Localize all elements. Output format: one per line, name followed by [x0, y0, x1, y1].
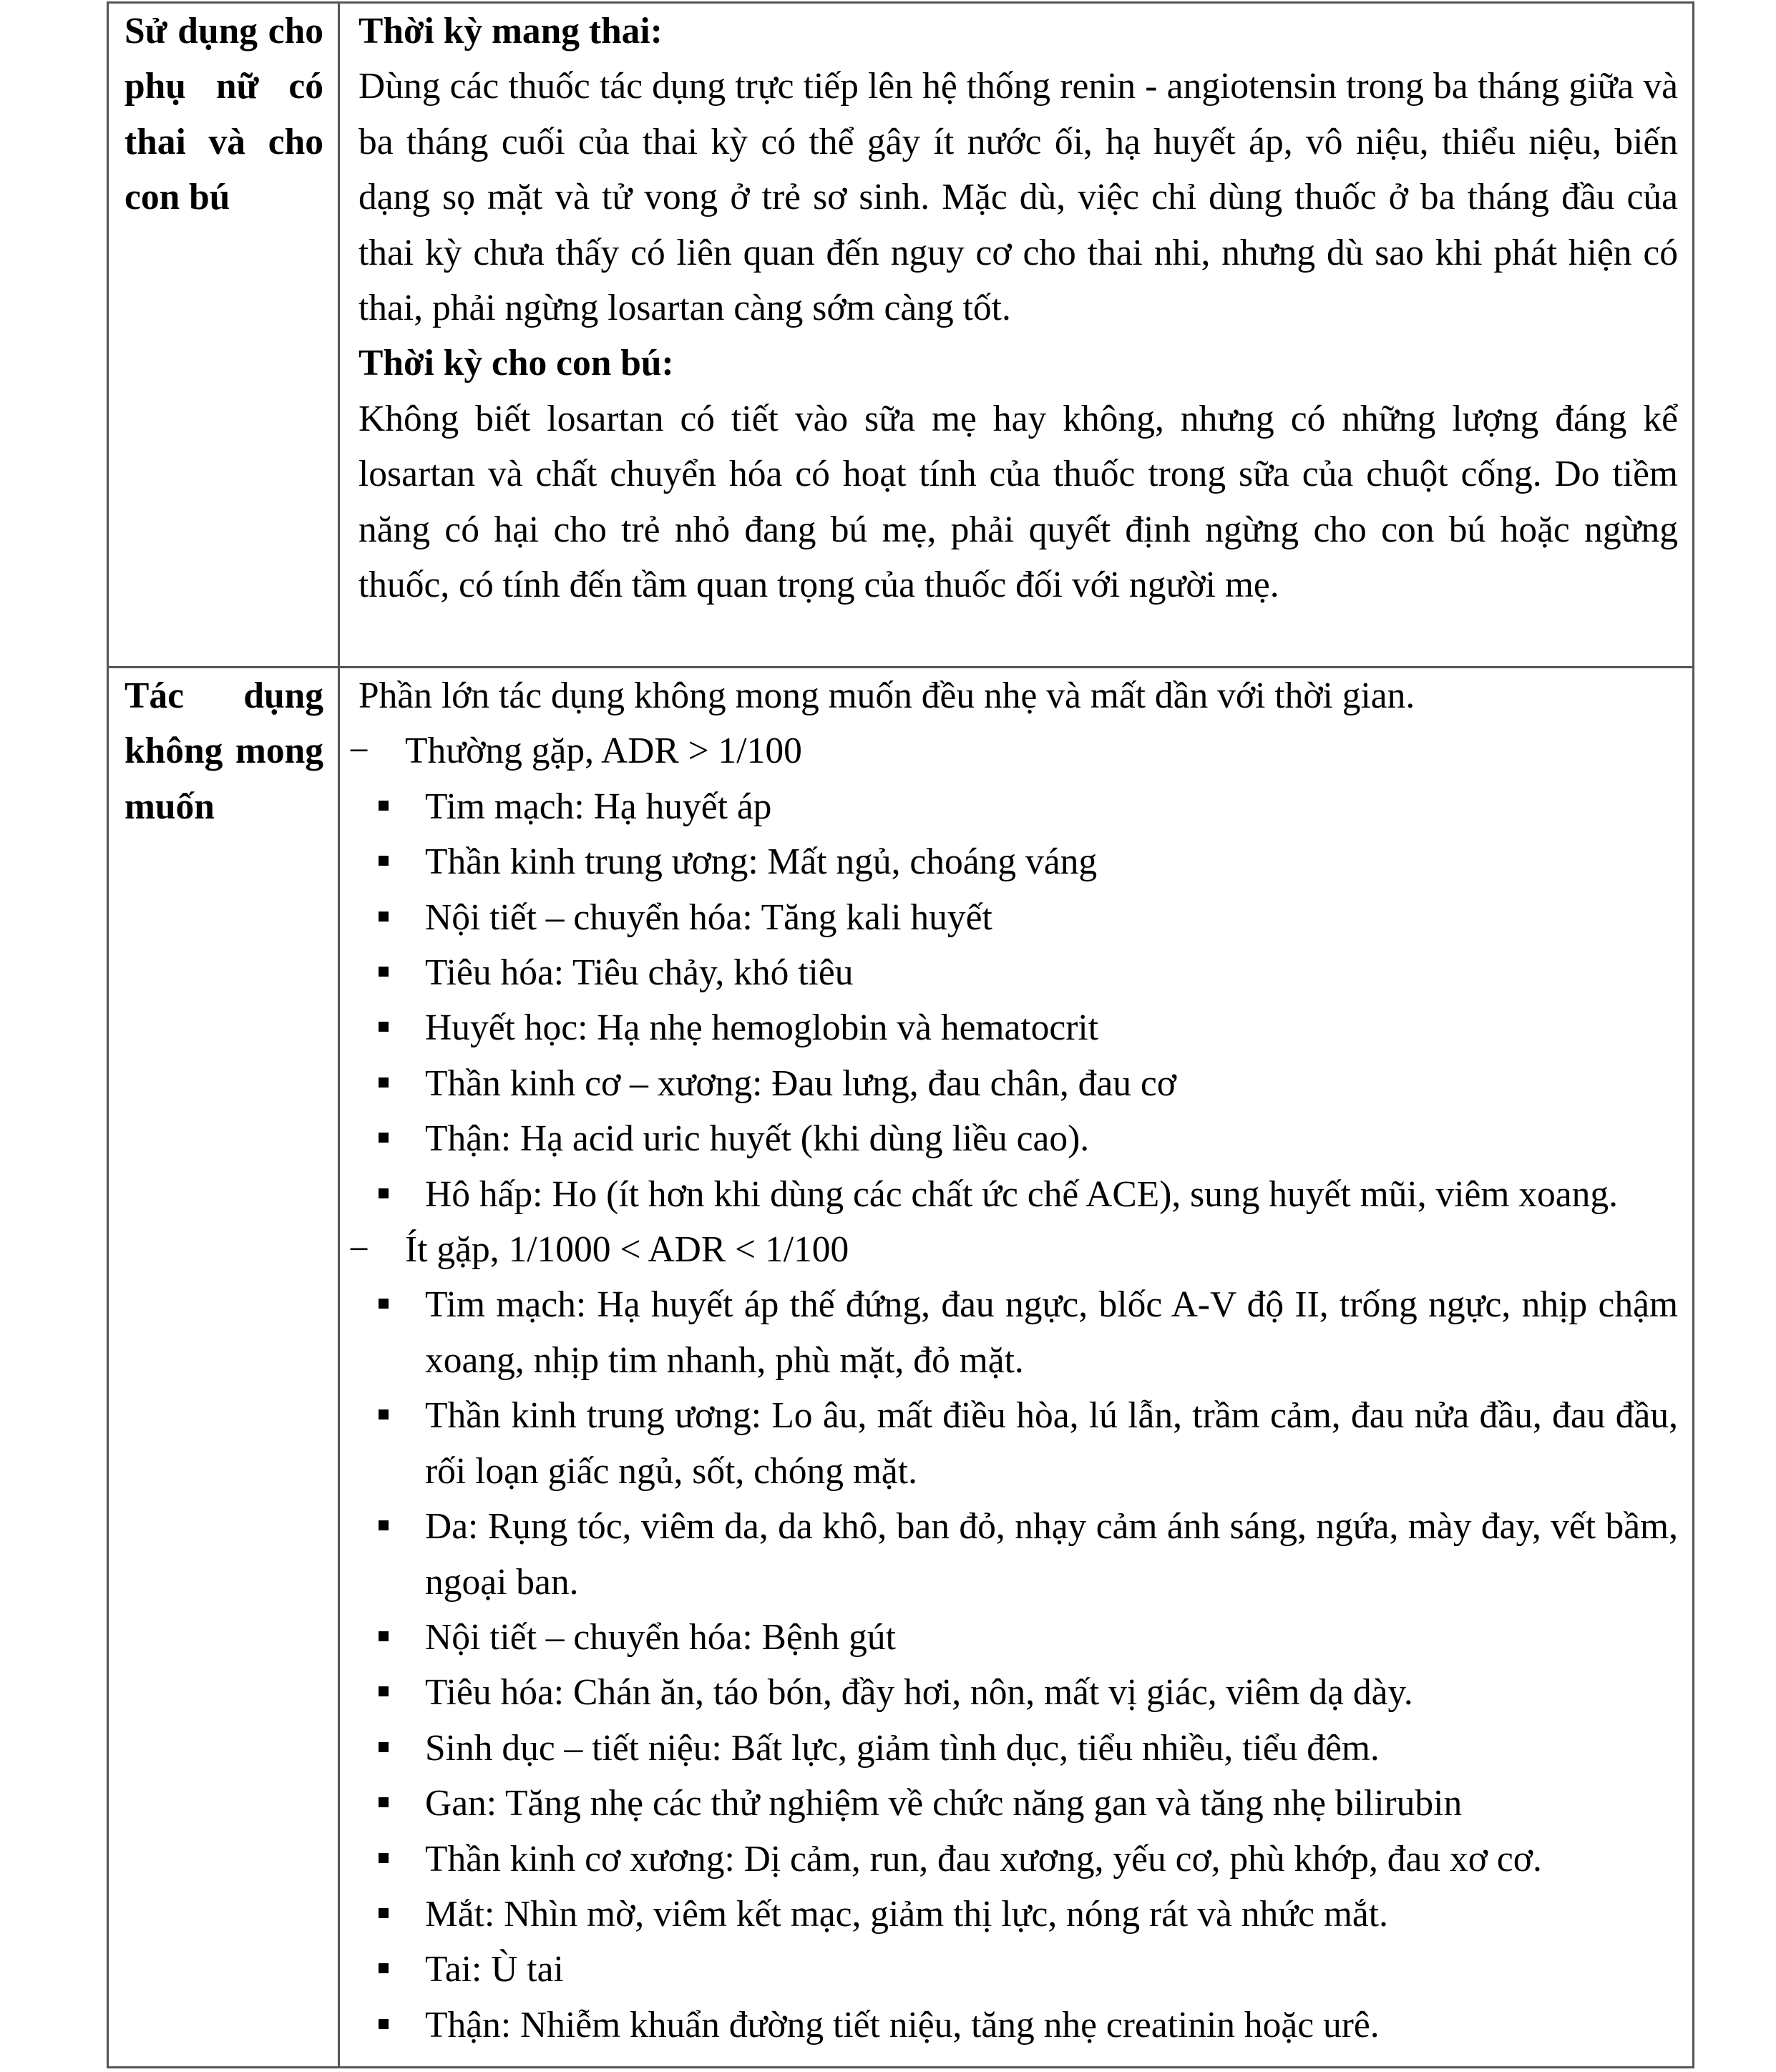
square-bullet-icon	[379, 1963, 389, 1973]
square-bullet-icon	[379, 1133, 389, 1143]
list-item-text: Tiêu hóa: Tiêu chảy, khó tiêu	[425, 952, 854, 994]
square-bullet-icon	[379, 967, 389, 977]
list-item-text: Tim mạch: Hạ huyết áp	[425, 786, 772, 827]
row-label-pregnancy: Sử dụng cho phụ nữ có thai và cho con bú	[108, 3, 339, 668]
dash-bullet-icon: −	[348, 1229, 370, 1271]
table-row-adverse-effects	[108, 668, 1694, 2068]
section-text-pregnancy: Dùng các thuốc tác dụng trực tiếp lên hệ thống renin - angiotensin trong ba tháng giữa và ba tháng cuối của thai kỳ có thể gây ít nước ối, hạ huyết áp, vô niệu, thiểu niệu, biến dạng sọ mặt và tử vong ở trẻ sơ sinh. Mặc dù, việc chỉ dùng thuốc ở ba tháng đầu của thai kỳ chưa thấy có liên quan đến nguy cơ cho thai nhi, nhưng dù sao khi phát hiện có thai, phải ngừng losartan càng sớm càng tốt.	[358, 66, 1678, 329]
row-content-pregnancy	[339, 3, 1694, 668]
square-bullet-icon	[379, 1908, 389, 1918]
list-item	[379, 1610, 1678, 1665]
square-bullet-icon	[379, 2019, 389, 2029]
list-item-text: Tim mạch: Hạ huyết áp thế đứng, đau ngực, blốc A-V độ II, trống ngực, nhịp chậm xoang, nhịp tim nhanh, phù mặt, đỏ mặt.	[425, 1284, 1678, 1381]
square-bullet-icon	[379, 1742, 389, 1752]
square-bullet-icon	[379, 1686, 389, 1696]
frequency-group-title: Thường gặp, ADR > 1/100	[405, 730, 802, 772]
list-item-text: Thần kinh trung ương: Lo âu, mất điều hòa, lú lẫn, trầm cảm, đau nửa đầu, đau đầu, rối loạn giấc ngủ, sốt, chóng mặt.	[425, 1395, 1678, 1492]
dash-bullet-icon: −	[348, 730, 370, 772]
square-bullet-icon	[379, 912, 389, 922]
list-item	[379, 1998, 1678, 2053]
uncommon-effects-list	[358, 1277, 1678, 2053]
list-item-text: Tai: Ù tai	[425, 1949, 564, 1990]
list-item	[379, 1000, 1678, 1055]
list-item	[379, 1665, 1678, 1720]
list-item	[379, 1832, 1678, 1887]
list-item	[379, 1942, 1678, 1997]
list-item	[379, 1056, 1678, 1111]
list-item-text: Nội tiết – chuyển hóa: Tăng kali huyết	[425, 896, 992, 938]
list-item-text: Gan: Tăng nhẹ các thử nghiệm về chức năng gan và tăng nhẹ bilirubin	[425, 1783, 1463, 1824]
list-item-text: Thần kinh trung ương: Mất ngủ, choáng váng	[425, 841, 1098, 883]
square-bullet-icon	[379, 1188, 389, 1198]
list-item-text: Thần kinh cơ – xương: Đau lưng, đau chân, đau cơ	[425, 1062, 1176, 1104]
frequency-group-uncommon	[348, 1222, 1678, 1277]
drug-info-table	[107, 1, 1694, 2068]
square-bullet-icon	[379, 801, 389, 811]
list-item-text: Hô hấp: Ho (ít hơn khi dùng các chất ức chế ACE), sung huyết mũi, viêm xoang.	[425, 1173, 1619, 1215]
frequency-group-list	[348, 1222, 1678, 1277]
list-item-text: Sinh dục – tiết niệu: Bất lực, giảm tình dục, tiểu nhiều, tiểu đêm.	[425, 1727, 1380, 1769]
square-bullet-icon	[379, 1299, 389, 1309]
list-item	[379, 890, 1678, 945]
section-heading-pregnancy: Thời kỳ mang thai:	[358, 11, 663, 52]
square-bullet-icon	[379, 856, 389, 866]
list-item-text: Thần kinh cơ xương: Dị cảm, run, đau xương, yếu cơ, phù khớp, đau xơ cơ.	[425, 1838, 1542, 1880]
list-item-text: Mắt: Nhìn mờ, viêm kết mạc, giảm thị lực, nóng rát và nhức mắt.	[425, 1893, 1388, 1935]
adverse-effects-intro: Phần lớn tác dụng không mong muốn đều nhẹ và mất dần với thời gian.	[358, 675, 1415, 716]
frequency-group-list	[348, 723, 1678, 778]
list-item	[379, 1388, 1678, 1499]
list-item	[379, 945, 1678, 1000]
frequency-group-title: Ít gặp, 1/1000 < ADR < 1/100	[405, 1229, 849, 1271]
square-bullet-icon	[379, 1409, 389, 1419]
list-item	[379, 1721, 1678, 1776]
section-heading-breastfeeding: Thời kỳ cho con bú:	[358, 343, 674, 384]
frequency-group-common	[348, 723, 1678, 778]
section-text-breastfeeding: Không biết losartan có tiết vào sữa mẹ hay không, nhưng có những lượng đáng kể losartan và chất chuyển hóa có hoạt tính của thuốc trong sữa của chuột cống. Do tiềm năng có hại cho trẻ nhỏ đang bú mẹ, phải quyết định ngừng cho con bú hoặc ngừng thuốc, có tính đến tầm quan trọng của thuốc đối với người mẹ.	[358, 398, 1678, 606]
list-item-text: Thận: Hạ acid uric huyết (khi dùng liều cao).	[425, 1118, 1090, 1160]
row-content-adverse-effects	[339, 668, 1694, 2068]
list-item	[379, 1111, 1678, 1166]
row-label-adverse-effects: Tác dụng không mong muốn	[108, 668, 339, 2068]
square-bullet-icon	[379, 1797, 389, 1807]
list-item	[379, 1499, 1678, 1610]
list-item-text: Thận: Nhiễm khuẩn đường tiết niệu, tăng nhẹ creatinin hoặc urê.	[425, 2004, 1380, 2046]
square-bullet-icon	[379, 1077, 389, 1088]
square-bullet-icon	[379, 1022, 389, 1032]
list-item	[379, 834, 1678, 889]
common-effects-list	[358, 779, 1678, 1222]
list-item	[379, 1887, 1678, 1942]
list-item	[379, 1277, 1678, 1388]
list-item	[379, 1776, 1678, 1831]
list-item	[379, 1167, 1678, 1222]
square-bullet-icon	[379, 1631, 389, 1641]
list-item	[379, 779, 1678, 834]
list-item-text: Tiêu hóa: Chán ăn, táo bón, đầy hơi, nôn, mất vị giác, viêm dạ dày.	[425, 1672, 1413, 1714]
list-item-text: Da: Rụng tóc, viêm da, da khô, ban đỏ, nhạy cảm ánh sáng, ngứa, mày đay, vết bầm, ngoại ban.	[425, 1506, 1678, 1603]
square-bullet-icon	[379, 1853, 389, 1863]
list-item-text: Nội tiết – chuyển hóa: Bệnh gút	[425, 1616, 896, 1658]
list-item-text: Huyết học: Hạ nhẹ hemoglobin và hematocrit	[425, 1007, 1099, 1049]
table-row-pregnancy	[108, 3, 1694, 668]
square-bullet-icon	[379, 1520, 389, 1530]
